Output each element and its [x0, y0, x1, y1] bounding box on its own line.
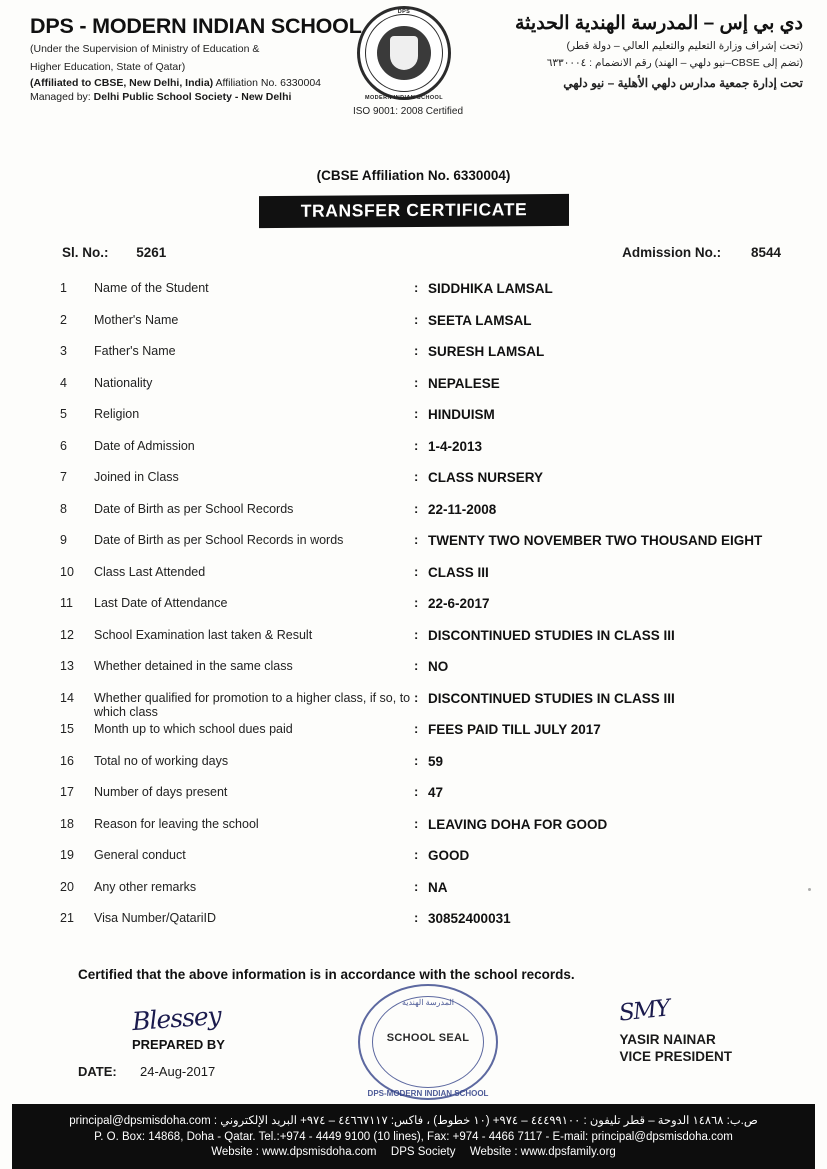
document-title-banner: TRANSFER CERTIFICATE: [259, 194, 569, 228]
row-label: Mother's Name: [94, 312, 179, 327]
row-value: GOOD: [428, 848, 470, 863]
serial-number-group: [62, 245, 166, 260]
vice-president-block: [618, 994, 732, 1064]
row-number: 6: [60, 438, 67, 453]
row-label: Last Date of Attendance: [94, 596, 228, 610]
table-row: [60, 878, 787, 910]
row-label: School Examination last taken & Result: [94, 627, 313, 642]
row-colon: :: [414, 752, 419, 768]
signature-area: [0, 988, 827, 1108]
row-value: TWENTY TWO NOVEMBER TWO THOUSAND EIGHT: [428, 533, 763, 548]
row-colon: :: [414, 847, 419, 862]
table-row: [60, 563, 787, 595]
table-row: [60, 720, 787, 752]
row-number: 1: [60, 281, 67, 295]
row-label: Date of Birth as per School Records in words: [94, 533, 344, 547]
row-colon: :: [414, 689, 419, 705]
table-row: [60, 689, 787, 721]
row-value: 30852400031: [428, 911, 511, 926]
affiliation-bold: (Affiliated to CBSE, New Delhi, India): [30, 77, 214, 89]
row-label: Reason for leaving the school: [94, 816, 259, 831]
row-value: 59: [428, 753, 444, 769]
footer-website-school[interactable]: Website : www.dpsmisdoha.com: [211, 1146, 377, 1158]
vice-president-role: VICE PRESIDENT: [619, 1048, 732, 1064]
document-header: [0, 0, 827, 128]
row-label: Father's Name: [94, 344, 176, 358]
serial-number-label: Sl. No.:: [62, 245, 109, 260]
scan-speck: [808, 888, 811, 891]
vice-president-signature: SMY: [618, 994, 671, 1027]
table-row: [60, 657, 787, 689]
table-row: [60, 500, 787, 532]
row-value: NA: [428, 879, 448, 895]
row-value: CLASS NURSERY: [428, 470, 544, 485]
row-label: Number of days present: [94, 785, 228, 799]
table-row: [60, 815, 787, 847]
date-label: DATE:: [78, 1063, 117, 1079]
seal-school-text: DPS-MODERN INDIAN SCHOOL: [367, 1088, 489, 1098]
row-value: SEETA LAMSAL: [428, 312, 532, 328]
school-seal-stamp: [352, 982, 504, 1104]
table-row: [60, 531, 787, 563]
row-colon: :: [414, 343, 419, 358]
prepared-by-block: [131, 1000, 225, 1052]
row-value: LEAVING DOHA FOR GOOD: [428, 816, 608, 832]
vice-president-name: YASIR NAINAR: [619, 1031, 716, 1047]
row-label: Class Last Attended: [94, 564, 206, 579]
row-number: 5: [60, 407, 67, 421]
supervision-arabic: (تحت إشراف وزارة التعليم والتعليم العالي – دولة قطر): [566, 40, 803, 52]
row-number: 21: [60, 911, 74, 925]
row-number: 20: [60, 879, 74, 894]
affiliation-line: [30, 77, 360, 89]
row-label: Nationality: [94, 375, 153, 390]
header-left-block: [30, 14, 360, 103]
row-value: DISCONTINUED STUDIES IN CLASS III: [428, 627, 675, 643]
admission-number-value: 8544: [750, 245, 781, 260]
prepared-by-label: PREPARED BY: [132, 1036, 225, 1052]
footer-society-label: DPS Society: [390, 1146, 456, 1158]
header-arabic-block: [473, 12, 803, 90]
row-number: 11: [60, 596, 73, 610]
serial-number-value: 5261: [136, 245, 167, 260]
managed-by-line: [30, 91, 360, 103]
admission-number-group: [622, 245, 781, 260]
cbse-affiliation-heading: (CBSE Affiliation No. 6330004): [316, 168, 511, 183]
row-value: DISCONTINUED STUDIES IN CLASS III: [428, 690, 675, 706]
row-label: Whether detained in the same class: [94, 659, 293, 673]
table-row: [60, 374, 787, 406]
affiliation-arabic: (تضم إلى CBSE–نيو دلهي – الهند) رقم الانضمام : ٦٣٣٠٠٠٤: [546, 57, 803, 69]
row-value: NEPALESE: [428, 375, 500, 391]
logo-emblem-icon: [377, 26, 431, 80]
row-number: 14: [60, 690, 74, 705]
supervision-line-2: Higher Education, State of Qatar): [30, 61, 186, 73]
certificate-meta-row: [0, 245, 827, 267]
row-number: 4: [60, 375, 67, 390]
school-name: DPS - MODERN INDIAN SCHOOL: [30, 14, 362, 38]
footer-websites: [0, 1146, 827, 1158]
row-value: FEES PAID TILL JULY 2017: [428, 722, 601, 737]
row-number: 19: [60, 848, 74, 862]
affiliation-number: Affiliation No. 6330004: [213, 77, 321, 89]
row-value: NO: [428, 659, 449, 674]
row-colon: :: [414, 406, 419, 421]
row-number: 8: [60, 501, 67, 516]
row-label: Name of the Student: [94, 281, 209, 295]
row-label: Religion: [94, 407, 140, 421]
row-label: Whether qualified for promotion to a higher class, if so, to which class: [94, 690, 411, 719]
table-row: [60, 342, 787, 374]
footer-english-contact: P. O. Box: 14868, Doha - Qatar. Tel.:+974 - 4449 9100 (10 lines), Fax: +974 - 4466 7117 - E-mail: principal@dpsmisdoha.com: [94, 1131, 733, 1143]
prepared-by-signature: Blessey: [131, 1000, 222, 1036]
logo-bottom-text: MODERN INDIAN SCHOOL: [365, 95, 443, 101]
row-colon: :: [414, 374, 419, 390]
table-row: [60, 594, 787, 626]
supervision-line-1: (Under the Supervision of Ministry of Education &: [30, 43, 260, 55]
row-number: 10: [60, 564, 74, 579]
row-colon: :: [414, 532, 419, 547]
row-value: HINDUISM: [428, 407, 495, 422]
footer-right-margin: [815, 1104, 827, 1169]
row-colon: :: [414, 595, 419, 610]
table-row: [60, 279, 787, 311]
row-colon: :: [414, 721, 419, 736]
table-row: [60, 752, 787, 784]
certification-statement: Certified that the above information is in accordance with the school records.: [78, 966, 575, 982]
managed-arabic: تحت إدارة جمعية مدارس دلهي الأهلية – نيو دلهي: [563, 76, 803, 90]
row-number: 16: [60, 753, 74, 768]
row-number: 13: [60, 659, 74, 673]
managed-by-prefix: Managed by:: [30, 91, 94, 103]
table-row: [60, 405, 787, 437]
row-colon: :: [414, 658, 419, 673]
table-row: [60, 468, 787, 500]
table-row: [60, 311, 787, 343]
row-colon: :: [414, 784, 419, 799]
admission-number-label: Admission No.:: [622, 245, 722, 260]
seal-arabic-text: المدرسة الهندية: [401, 997, 455, 1007]
row-label: Date of Birth as per School Records: [94, 501, 294, 516]
row-colon: :: [414, 469, 419, 484]
managed-by-society: Delhi Public School Society - New Delhi: [93, 91, 292, 103]
row-value: 22-11-2008: [428, 501, 497, 517]
row-colon: :: [414, 500, 419, 516]
row-number: 12: [60, 627, 74, 642]
row-label: Visa Number/QatariID: [94, 911, 217, 925]
table-row: [60, 626, 787, 658]
row-label: Total no of working days: [94, 753, 229, 768]
row-colon: :: [414, 815, 419, 831]
table-row: [60, 437, 787, 469]
row-number: 9: [60, 533, 67, 547]
row-colon: :: [414, 910, 419, 925]
row-number: 2: [60, 312, 67, 327]
school-logo: [357, 6, 455, 104]
school-seal-label: SCHOOL SEAL: [386, 1031, 470, 1044]
row-colon: :: [414, 626, 419, 642]
row-number: 18: [60, 816, 74, 831]
table-row: [60, 783, 787, 815]
certificate-fields-table: [0, 279, 827, 941]
row-colon: :: [414, 563, 419, 579]
row-label: Joined in Class: [94, 470, 179, 484]
row-value: 22-6-2017: [428, 596, 490, 611]
row-value: 47: [428, 785, 444, 800]
row-number: 3: [60, 344, 67, 358]
table-row: [60, 846, 787, 878]
table-row: [60, 909, 787, 941]
row-label: General conduct: [94, 848, 186, 862]
logo-top-text: DPS: [397, 9, 411, 15]
row-value: SIDDHIKA LAMSAL: [428, 281, 553, 296]
row-number: 17: [60, 785, 74, 799]
row-colon: :: [414, 437, 419, 453]
row-label: Any other remarks: [94, 879, 197, 894]
row-value: SURESH LAMSAL: [428, 344, 545, 359]
row-label: Date of Admission: [94, 438, 195, 453]
row-colon: :: [414, 311, 419, 327]
row-value: 1-4-2013: [428, 438, 483, 454]
row-colon: :: [414, 280, 419, 295]
footer-left-margin: [0, 1104, 12, 1169]
iso-certification-text: ISO 9001: 2008 Certified: [352, 106, 464, 117]
footer-website-society[interactable]: Website : www.dpsfamily.org: [469, 1146, 616, 1158]
date-value: 24-Aug-2017: [140, 1063, 216, 1079]
document-footer: [0, 1104, 827, 1169]
row-number: 7: [60, 470, 67, 484]
school-name-arabic: دي بي إس – المدرسة الهندية الحديثة: [515, 13, 803, 34]
row-value: CLASS III: [428, 564, 489, 580]
row-number: 15: [60, 722, 74, 736]
footer-arabic-contact: ص.ب: ١٤٨٦٨ الدوحة – قطر تليفون : ٤٤٤٩٩١٠٠ – ٩٧٤+ (١٠ خطوط) ، فاكس: ٤٤٦٦٧١١٧ – ٩٧٤+ البريد الإلكتروني : principal@dpsmisdoha.com: [69, 1115, 758, 1127]
row-colon: :: [414, 878, 419, 894]
row-label: Month up to which school dues paid: [94, 722, 293, 736]
